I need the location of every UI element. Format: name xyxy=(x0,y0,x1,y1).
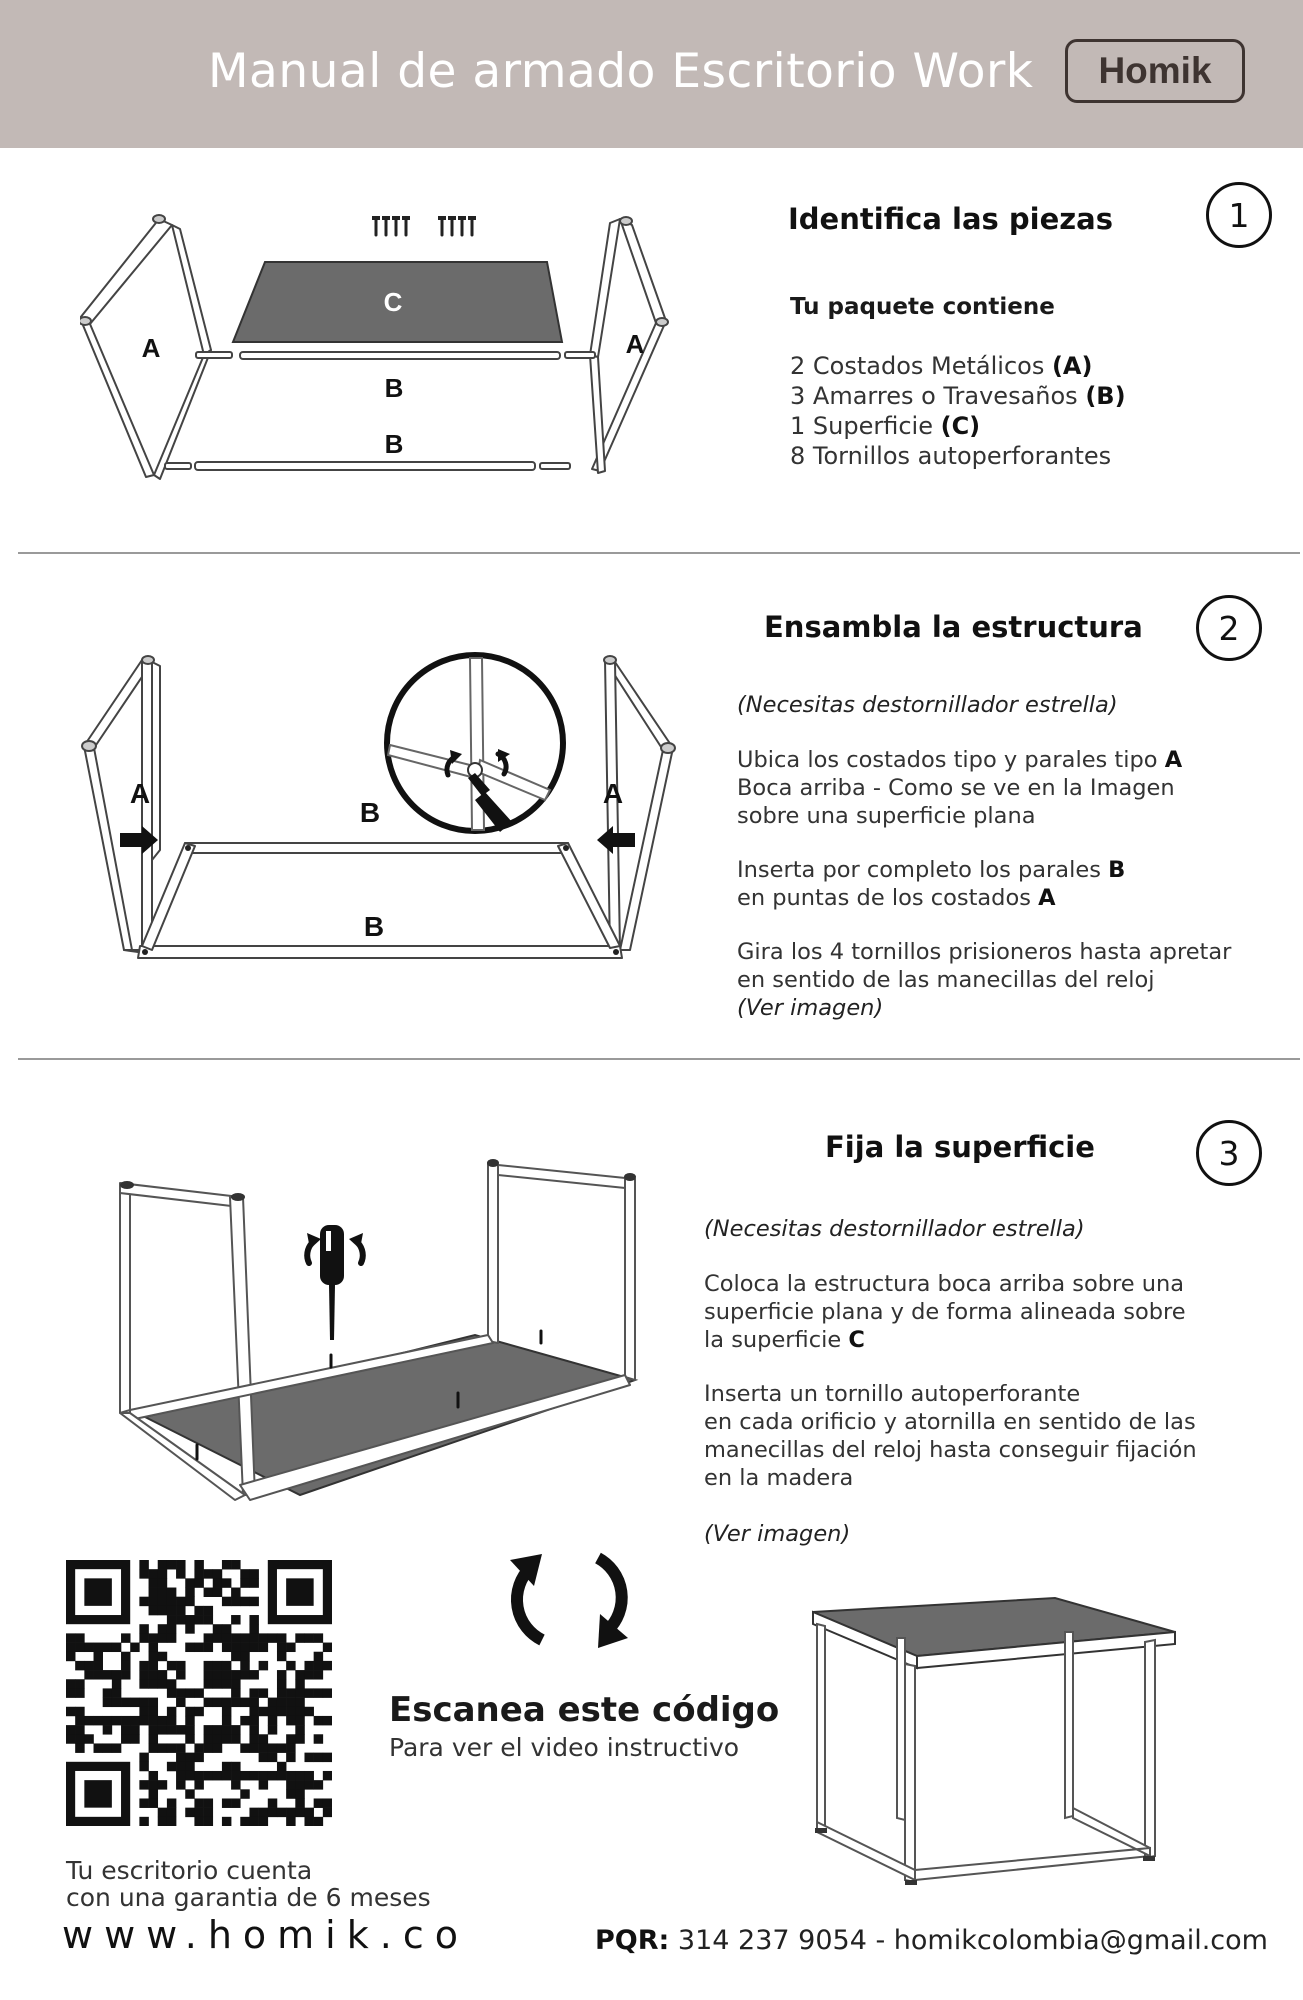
flip-rotate-icon xyxy=(490,1540,650,1660)
label-a-left: A xyxy=(129,778,151,809)
warranty-note: Tu escritorio cuenta con una garantia de 6 meses xyxy=(66,1856,431,1912)
list-item: 8 Tornillos autoperforantes xyxy=(790,442,1112,470)
label-b-bottom: B xyxy=(363,911,385,942)
step3-instructions xyxy=(704,1215,1197,1548)
label-b-bottom: B xyxy=(384,429,404,459)
finished-desk-illustration xyxy=(805,1590,1185,1890)
pqr-label: PQR: xyxy=(595,1925,670,1956)
step1-parts-illustration xyxy=(80,205,700,490)
step1-contents xyxy=(790,293,1126,471)
pqr-details: 314 237 9054 - homikcolombia@gmail.com xyxy=(669,1925,1268,1956)
logo-text: Homik xyxy=(1098,50,1212,91)
list-item: 2 Costados Metálicos (A) xyxy=(790,352,1093,380)
label-b-top: B xyxy=(359,797,381,828)
page-title: Manual de armado Escritorio Work xyxy=(208,44,1034,99)
step2-tool-note: (Necesitas destornillador estrella) xyxy=(737,692,1118,718)
qr-code-icon xyxy=(66,1560,332,1826)
list-item: 1 Superficie (C) xyxy=(790,412,981,440)
step1-title: Identifica las piezas xyxy=(788,202,1113,236)
section-divider xyxy=(18,552,1300,554)
step2-paragraph-2: Inserta por completo los parales B en puntas de los costados A xyxy=(737,857,1126,911)
step3-see-image: (Ver imagen) xyxy=(704,1521,851,1547)
step2-instructions xyxy=(737,691,1231,1022)
step2-paragraph-1: Ubica los costados tipo y parales tipo A Boca arriba - Como se ve en la Imagen sobre una superficie plana xyxy=(737,747,1183,829)
section-divider xyxy=(18,1058,1300,1060)
website-link[interactable]: www.homik.co xyxy=(62,1913,469,1957)
step3-surface-illustration xyxy=(115,1155,655,1520)
step3-title: Fija la superficie xyxy=(825,1130,1095,1164)
step3-tool-note: (Necesitas destornillador estrella) xyxy=(704,1216,1085,1242)
qr-code-video[interactable] xyxy=(66,1560,332,1826)
step3-number: 3 xyxy=(1196,1120,1262,1186)
label-a-left: A xyxy=(141,333,161,363)
step2-number: 2 xyxy=(1196,595,1262,661)
label-a-right: A xyxy=(602,778,624,809)
label-b-top: B xyxy=(384,373,404,403)
scan-subtitle: Para ver el video instructivo xyxy=(389,1733,740,1762)
step2-title: Ensambla la estructura xyxy=(764,610,1143,644)
brand-logo xyxy=(1065,39,1245,103)
label-c: C xyxy=(383,287,403,317)
list-item: 3 Amarres o Travesaños (B) xyxy=(790,382,1126,410)
header-bar xyxy=(0,0,1303,148)
step1-number: 1 xyxy=(1206,182,1272,248)
step2-assembly-illustration xyxy=(80,650,700,970)
step3-paragraph-2: Inserta un tornillo autoperforante en cada orificio y atornilla en sentido de las manecillas del reloj hasta conseguir fijación en la madera xyxy=(704,1381,1197,1491)
step2-paragraph-3: Gira los 4 tornillos prisioneros hasta apretar en sentido de las manecillas del reloj (Ver imagen) xyxy=(737,939,1232,1021)
pqr-contact xyxy=(595,1925,1268,1956)
step3-paragraph-1: Coloca la estructura boca arriba sobre una superficie plana y de forma alineada sobre la superficie C xyxy=(704,1271,1186,1353)
label-a-right: A xyxy=(625,329,645,359)
parts-list xyxy=(790,351,1126,471)
step1-subtitle: Tu paquete contiene xyxy=(790,294,1055,320)
scan-title: Escanea este código xyxy=(389,1690,780,1730)
